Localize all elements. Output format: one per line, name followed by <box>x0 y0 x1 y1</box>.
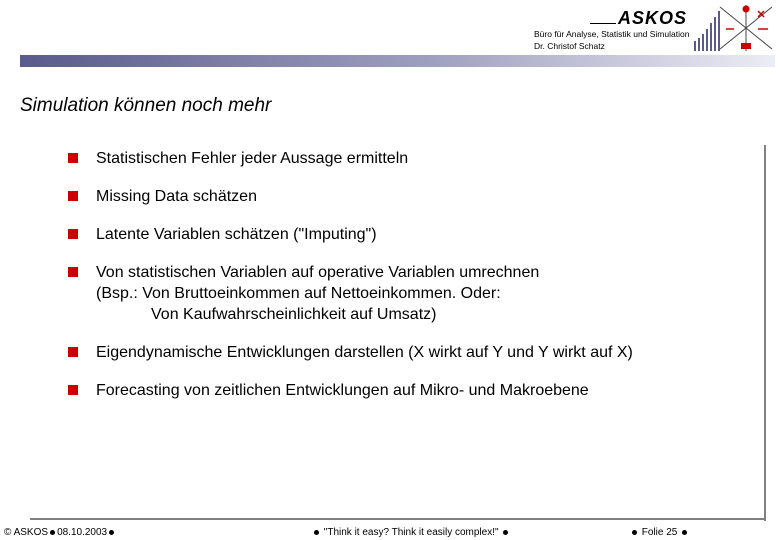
bullet-text-continued: Von Kaufwahrscheinlichkeit auf Umsatz) <box>151 306 437 323</box>
bullet-marker-icon <box>68 347 78 357</box>
logo-graph-icon <box>688 3 776 53</box>
bullet-text-continued: (Bsp.: Von Bruttoeinkommen auf Nettoeinkommen. Oder: <box>96 285 501 302</box>
logo-subtitle-2: Dr. Christof Schatz <box>534 41 605 51</box>
bullet-item <box>68 262 758 325</box>
logo-underline <box>590 23 616 24</box>
bullet-marker-icon <box>68 267 78 277</box>
footer-slide-label: Folie 25 <box>641 527 678 538</box>
bullet-marker-icon <box>68 153 78 163</box>
content-frame-right-border <box>764 145 766 521</box>
footer-dot-icon <box>632 530 637 535</box>
logo-subtitle-1: Büro für Analyse, Statistik und Simulation <box>534 29 690 39</box>
footer-date: 08.10.2003 <box>57 527 108 538</box>
footer-dot-icon <box>314 530 319 535</box>
bullet-item <box>68 224 758 245</box>
bullet-item <box>68 148 758 169</box>
footer-slogan <box>312 527 510 538</box>
bullet-marker-icon <box>68 229 78 239</box>
bullet-text: Missing Data schätzen <box>96 188 257 205</box>
header-gradient-bar <box>20 55 775 67</box>
bullet-item <box>68 380 758 401</box>
bullet-item <box>68 342 758 363</box>
bullet-text: Von statistischen Variablen auf operative Variablen umrechnen <box>96 264 540 281</box>
footer-dot-icon <box>50 530 55 535</box>
askos-logo <box>530 4 690 54</box>
footer-slogan-text: "Think it easy? Think it easily complex!" <box>323 527 499 538</box>
footer-copyright <box>4 527 116 538</box>
logo-name: ASKOS <box>618 8 688 28</box>
footer-copyright-text: © ASKOS <box>4 527 49 538</box>
footer-dot-icon <box>682 530 687 535</box>
content-frame-bottom-border <box>30 518 766 520</box>
bullet-text: Latente Variablen schätzen ("Imputing") <box>96 226 377 243</box>
slide-title: Simulation können noch mehr <box>20 95 272 116</box>
bullet-marker-icon <box>68 385 78 395</box>
bullet-text: Statistischen Fehler jeder Aussage ermitteln <box>96 150 409 167</box>
footer-dot-icon <box>109 530 114 535</box>
footer-slide-number <box>630 527 689 538</box>
bullet-marker-icon <box>68 191 78 201</box>
bullet-item <box>68 186 758 207</box>
bullet-list <box>68 148 758 418</box>
bullet-text: Forecasting von zeitlichen Entwicklungen auf Mikro- und Makroebene <box>96 382 589 399</box>
bullet-text: Eigendynamische Entwicklungen darstellen (X wirkt auf Y und Y wirkt auf X) <box>96 344 633 361</box>
footer-dot-icon <box>503 530 508 535</box>
